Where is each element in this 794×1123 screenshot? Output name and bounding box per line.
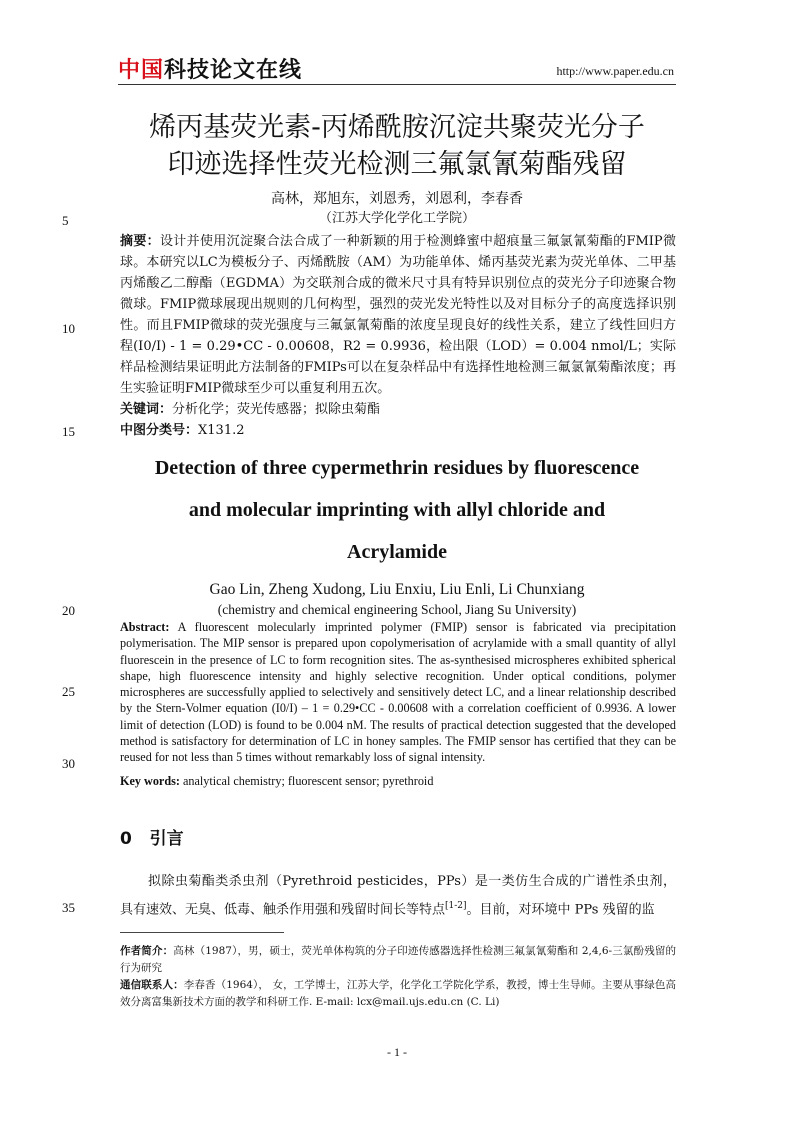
page-number: - 1 - (387, 1045, 407, 1059)
footnote-contact (120, 977, 676, 1011)
intro-citation[interactable]: [1-2] (445, 901, 467, 911)
header-rule (118, 84, 676, 85)
cn-keywords-label: 关键词： (120, 402, 173, 417)
en-title-line-2: and molecular imprinting with allyl chloride and (188, 499, 606, 521)
line-number-20: 20 (62, 603, 75, 618)
site-logo (118, 58, 302, 84)
line-number-30: 30 (62, 756, 75, 771)
footnote-author (120, 943, 676, 977)
footnote-rule (120, 932, 284, 933)
logo-red-text: 中国 (118, 58, 165, 83)
footnote-author-label: 作者简介： (120, 945, 174, 957)
en-abstract-text: A fluorescent molecularly imprinted polymer (FMIP) sensor is fabricated via precipitation polymerisation. The MIP sensor is prepared upon copolymerisation of acrylamide with a small quantity of allyl fluorescein in the presence of LC to form recognition sites. The as-synthesised microspheres exhibited spherical shape, high fluorescence intensity and highly selective recognition. Under optical conditions, polymer microspheres are successfully applied to selectively and sensitively detect LC, and a linear relationship described by the Stern-Volmer equation (I0/I) – 1 = 0.29•CC - 0.00608 with a correlation coefficient of 0.9936. A lower limit of detection (LOD) is found to be 0.004 nM. The results of practical detection suggested that the developed method is satisfactory for determination of LC in honey samples. The FMIP sensor has certified that they can be reused for not less than 5 times without remarkably loss of signal intensity. (120, 620, 677, 765)
en-keywords-label: Key words: (120, 774, 180, 788)
cn-affiliation: （江苏大学化学化工学院） (318, 211, 475, 226)
en-keywords-text: analytical chemistry; fluorescent sensor; pyrethroid (182, 774, 434, 788)
cn-class-label: 中图分类号： (120, 423, 199, 438)
en-abstract (120, 619, 676, 766)
section-number: 0 (120, 829, 132, 849)
footnote-author-text: 高林（1987），男，硕士，荧光单体构筑的分子印迹传感器选择性检测三氟氯氰菊酯和 2,4,6-三氯酚残留的行为研究 (120, 945, 677, 974)
header-url[interactable]: http://www.paper.edu.cn (556, 64, 674, 78)
cn-title-line-2: 印迹选择性荧光检测三氟氯氰菊酯残留 (167, 149, 627, 180)
intro-paragraph (120, 870, 676, 922)
cn-title-line-1: 烯丙基荧光素-丙烯酰胺沉淀共聚荧光分子 (149, 112, 645, 143)
en-affiliation: (chemistry and chemical engineering School, Jiang Su University) (217, 602, 577, 617)
en-title-line-3: Acrylamide (347, 541, 447, 563)
line-number-15: 15 (62, 424, 75, 439)
line-number-10: 10 (62, 321, 75, 336)
en-authors: Gao Lin, Zheng Xudong, Liu Enxiu, Liu Enli, Li Chunxiang (209, 581, 585, 598)
cn-keywords (120, 399, 676, 420)
section-heading-intro (120, 824, 184, 849)
en-keywords (120, 773, 676, 789)
cn-abstract-label: 摘要： (120, 234, 160, 249)
cn-authors: 高林，郑旭东，刘恩秀，刘恩利，李春香 (271, 191, 523, 207)
footnote-contact-text: 李春香（1964）， 女，工学博士，江苏大学，化学化工学院化学系，教授，博士生导师。主要从事绿色高效分离富集新技术方面的教学和科研工作. E-mail: lcx@mail.ujs.edu.cn (C. Li) (120, 979, 677, 1008)
intro-text-after: 。目前，对环境中 PPs 残留的监 (466, 902, 655, 918)
cn-abstract-text: 设计并使用沉淀聚合法合成了一种新颖的用于检测蜂蜜中超痕量三氟氯氰菊酯的FMIP微球。本研究以LC为模板分子、丙烯酰胺（AM）为功能单体、烯丙基荧光素为荧光单体、二甲基丙烯酸乙二醇酯（EGDMA）为交联剂合成的微米尺寸具有特异识别位点的荧光分子印迹聚合物微球。FMIP微球展现出规则的几何构型，强烈的荧光发光特性以及对目标分子的高度选择识别性。而且FMIP微球的荧光强度与三氟氯氰菊酯的浓度呈现良好的线性关系，建立了线性回归方程(I0/I) - 1 = 0.29•CC - 0.00608，R2 = 0.9936，检出限（LOD）= 0.004 nmol/L；实际样品检测结果证明此方法制备的FMIPs可以在复杂样品中有选择性地检测三氟氯氰菊酯浓度；再生实验证明FMIP微球至少可以重复利用五次。 (120, 234, 676, 396)
intro-text: 拟除虫菊酯类杀虫剂（Pyrethroid pesticides，PPs）是一类仿生合成的广谱性杀虫剂，具有速效、无臭、低毒、触杀作用强和残留时间长等特点 (120, 874, 676, 918)
footnote-contact-label: 通信联系人： (120, 979, 184, 991)
section-title: 引言 (149, 829, 184, 849)
en-title-line-1: Detection of three cypermethrin residues by fluorescence (154, 457, 640, 479)
cn-keywords-text: 分析化学；荧光传感器；拟除虫菊酯 (172, 402, 381, 417)
cn-abstract (120, 231, 676, 399)
cn-classification (120, 420, 676, 441)
logo-black-text: 科技论文在线 (164, 58, 303, 83)
en-abstract-label: Abstract: (120, 620, 170, 634)
line-number-35: 35 (62, 900, 75, 915)
cn-class-code: X131.2 (198, 423, 245, 438)
line-number-5: 5 (62, 213, 69, 228)
line-number-25: 25 (62, 684, 75, 699)
